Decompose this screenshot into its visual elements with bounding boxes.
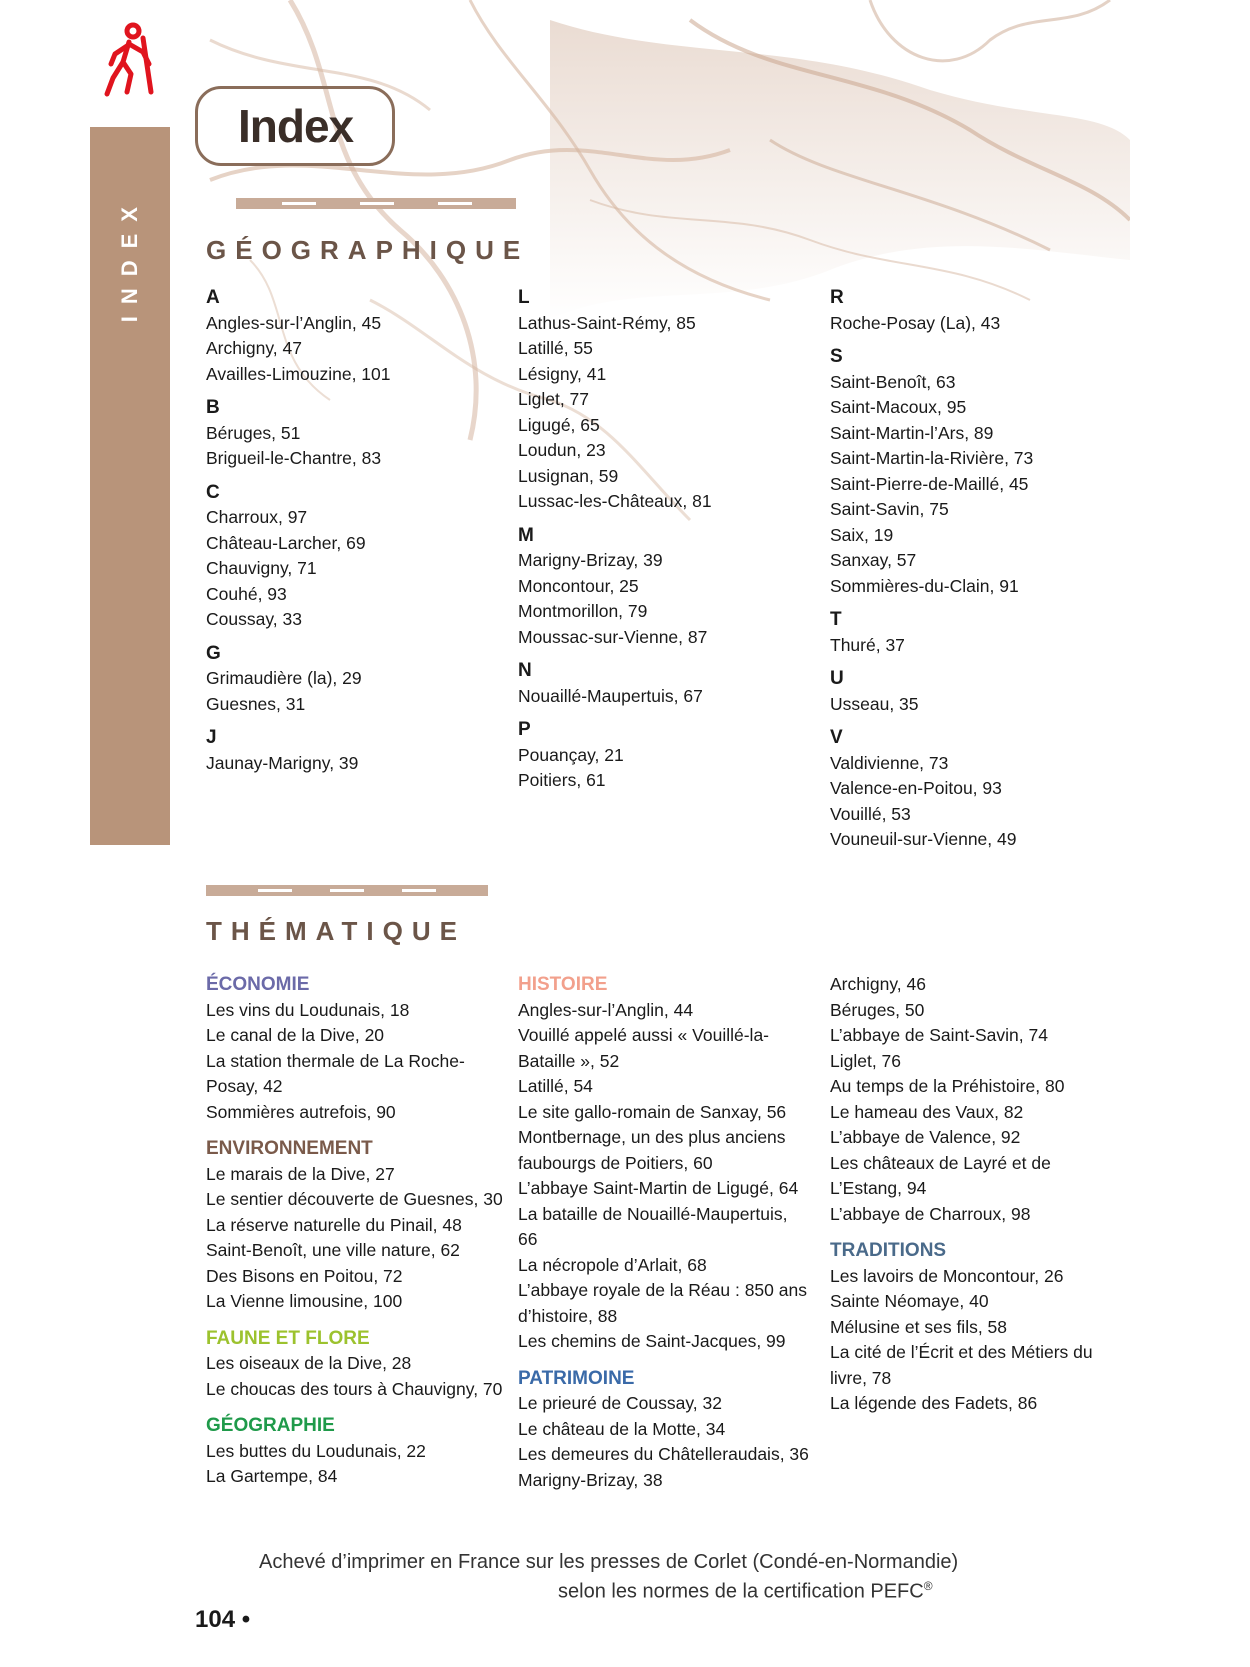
index-entry: Le site gallo-romain de Sanxay, 56	[518, 1101, 787, 1122]
index-entry: Montbernage, un des plus anciens	[518, 1127, 786, 1147]
index-letter: L	[518, 287, 530, 308]
geo-column-1	[206, 285, 506, 776]
index-entry: Guesnes, 31	[206, 693, 306, 714]
index-entry: Availles-Limouzine, 101	[206, 363, 391, 384]
registered-mark: ®	[923, 1579, 933, 1593]
index-entry: Chauvigny, 71	[206, 558, 317, 578]
index-entry: La Vienne limousine, 100	[206, 1291, 403, 1311]
index-entry: Moncontour, 25	[518, 575, 639, 596]
index-entry: Château-Larcher, 69	[206, 532, 366, 553]
geo-column-3	[830, 285, 1130, 853]
page-number: 104 •	[195, 1606, 251, 1633]
index-entry: Le château de la Motte, 34	[518, 1418, 726, 1439]
index-entry: Saix, 19	[830, 524, 894, 545]
index-entry: Saint-Benoît, 63	[830, 371, 956, 392]
index-entry: Latillé, 54	[518, 1076, 593, 1096]
index-entry: Les vins du Loudunais, 18	[206, 999, 410, 1020]
geo-column-2	[518, 285, 818, 794]
index-entry: Ligugé, 65	[518, 414, 600, 435]
index-entry: Archigny, 46	[830, 974, 926, 994]
index-entry: Sommières autrefois, 90	[206, 1101, 396, 1122]
index-entry: Lathus-Saint-Rémy, 85	[518, 312, 696, 333]
index-entry: Angles-sur-l’Anglin, 45	[206, 312, 382, 333]
index-entry: Marigny-Brizay, 39	[518, 550, 663, 570]
imprint-line-2	[558, 1579, 933, 1604]
imprint-line-1: Achevé d’imprimer en France sur les presses de Corlet (Condé-en-Normandie)	[259, 1551, 959, 1573]
index-entry: L’abbaye de Valence, 92	[830, 1127, 1021, 1147]
index-entry: Sanxay, 57	[830, 550, 917, 570]
index-entry: Lussac-les-Châteaux, 81	[518, 491, 712, 511]
index-letter: C	[206, 481, 220, 503]
index-letter: U	[830, 668, 844, 689]
index-entry: Saint-Macoux, 95	[830, 397, 967, 417]
index-letter: N	[518, 660, 532, 681]
index-entry: Montmorillon, 79	[518, 601, 648, 621]
theme-column-3	[830, 972, 1135, 1417]
index-entry: Moussac-sur-Vienne, 87	[518, 626, 708, 647]
index-letter: G	[206, 642, 221, 664]
theme-heading: THÉMATIQUE	[206, 916, 466, 946]
index-entry: Thuré, 37	[830, 634, 905, 655]
index-entry: Grimaudière (la), 29	[206, 668, 362, 688]
index-entry: Poitiers, 61	[518, 770, 606, 790]
index-entry: livre, 78	[830, 1367, 892, 1388]
index-entry: Pouançay, 21	[518, 744, 624, 765]
index-entry: Les châteaux de Layré et de	[830, 1152, 1051, 1173]
index-entry: Jaunay-Marigny, 39	[206, 752, 359, 773]
index-letter: R	[830, 287, 844, 308]
index-entry: Couhé, 93	[206, 583, 287, 604]
index-entry: L’abbaye Saint-Martin de Ligugé, 64	[518, 1178, 799, 1198]
theme-category: TRADITIONS	[830, 1240, 947, 1261]
section-divider	[206, 885, 488, 896]
index-entry: Béruges, 50	[830, 999, 925, 1020]
index-entry: Saint-Savin, 75	[830, 499, 949, 519]
index-entry: Des Bisons en Poitou, 72	[206, 1265, 403, 1286]
theme-column-2	[518, 972, 823, 1493]
index-entry: Loudun, 23	[518, 440, 606, 460]
page-title: Index	[195, 86, 395, 166]
index-entry: Les oiseaux de la Dive, 28	[206, 1353, 412, 1373]
index-entry: Coussay, 33	[206, 609, 302, 629]
index-entry: Liglet, 76	[830, 1050, 902, 1071]
index-entry: Marigny-Brizay, 38	[518, 1469, 663, 1490]
index-entry: Le sentier découverte de Guesnes, 30	[206, 1189, 503, 1209]
index-entry: Liglet, 77	[518, 389, 590, 409]
geo-heading: GÉOGRAPHIQUE	[206, 235, 530, 265]
index-letter: M	[518, 524, 534, 546]
index-entry: Mélusine et ses fils, 58	[830, 1316, 1008, 1337]
section-divider	[236, 198, 516, 209]
hiker-icon	[103, 22, 157, 98]
index-letter: V	[830, 727, 843, 748]
index-entry: La station thermale de La Roche-	[206, 1050, 465, 1071]
index-entry: La légende des Fadets, 86	[830, 1393, 1038, 1413]
index-entry: Le hameau des Vaux, 82	[830, 1101, 1024, 1122]
index-entry: Béruges, 51	[206, 422, 301, 443]
index-entry: Le choucas des tours à Chauvigny, 70	[206, 1378, 503, 1399]
index-entry: Posay, 42	[206, 1076, 283, 1096]
index-entry: d’histoire, 88	[518, 1305, 618, 1326]
index-sidebar	[90, 127, 170, 845]
theme-category: GÉOGRAPHIE	[206, 1415, 335, 1436]
index-entry: L’Estang, 94	[830, 1178, 927, 1198]
index-entry: Saint-Martin-l’Ars, 89	[830, 422, 994, 443]
index-entry: Saint-Pierre-de-Maillé, 45	[830, 473, 1029, 494]
index-entry: Vouneuil-sur-Vienne, 49	[830, 829, 1017, 849]
index-entry: Vouillé, 53	[830, 803, 911, 824]
index-entry: Charroux, 97	[206, 507, 308, 527]
index-entry: La Gartempe, 84	[206, 1466, 338, 1486]
index-entry: Bataille », 52	[518, 1050, 620, 1071]
index-entry: faubourgs de Poitiers, 60	[518, 1152, 713, 1173]
index-entry: Lusignan, 59	[518, 465, 619, 486]
index-entry: Nouaillé-Maupertuis, 67	[518, 685, 703, 706]
theme-column-1	[206, 972, 511, 1490]
index-entry: Archigny, 47	[206, 338, 302, 358]
index-entry: Les lavoirs de Moncontour, 26	[830, 1265, 1064, 1286]
index-entry: Sommières-du-Clain, 91	[830, 575, 1019, 596]
index-letter: J	[206, 727, 217, 748]
index-entry: Angles-sur-l’Anglin, 44	[518, 999, 694, 1020]
index-entry: La nécropole d’Arlait, 68	[518, 1254, 707, 1275]
index-letter: S	[830, 346, 843, 367]
index-entry: Lésigny, 41	[518, 363, 607, 384]
index-entry: Sainte Néomaye, 40	[830, 1291, 989, 1311]
index-letter: P	[518, 719, 531, 740]
index-letter: A	[206, 287, 220, 308]
index-entry: Valence-en-Poitou, 93	[830, 778, 1002, 798]
index-entry: Les chemins de Saint-Jacques, 99	[518, 1331, 786, 1351]
index-entry: Les buttes du Loudunais, 22	[206, 1440, 426, 1461]
index-entry: Les demeures du Châtelleraudais, 36	[518, 1444, 809, 1464]
index-entry: La cité de l’Écrit et des Métiers du	[830, 1342, 1093, 1362]
index-entry: Le canal de la Dive, 20	[206, 1025, 385, 1045]
index-entry: Le marais de la Dive, 27	[206, 1163, 395, 1184]
index-entry: Le prieuré de Coussay, 32	[518, 1393, 722, 1413]
index-entry: L’abbaye de Saint-Savin, 74	[830, 1025, 1048, 1045]
index-entry: Valdivienne, 73	[830, 752, 949, 773]
theme-category: ÉCONOMIE	[206, 974, 310, 995]
theme-category: PATRIMOINE	[518, 1367, 635, 1389]
index-entry: Saint-Martin-la-Rivière, 73	[830, 448, 1034, 468]
index-entry: L’abbaye royale de la Réau : 850 ans	[518, 1280, 807, 1300]
index-entry: Roche-Posay (La), 43	[830, 312, 1001, 333]
index-letter: B	[206, 397, 220, 418]
sidebar-label: INDEX	[117, 195, 142, 323]
index-entry: Latillé, 55	[518, 338, 593, 358]
index-entry: Saint-Benoît, une ville nature, 62	[206, 1240, 460, 1260]
index-letter: T	[830, 609, 842, 630]
index-entry: Usseau, 35	[830, 693, 919, 714]
index-entry: Au temps de la Préhistoire, 80	[830, 1076, 1065, 1096]
theme-category: HISTOIRE	[518, 974, 608, 995]
index-entry: La réserve naturelle du Pinail, 48	[206, 1214, 462, 1235]
index-entry: La bataille de Nouaillé-Maupertuis,	[518, 1203, 788, 1224]
index-entry: Brigueil-le-Chantre, 83	[206, 448, 382, 468]
index-entry: Vouillé appelé aussi « Vouillé-la-	[518, 1025, 769, 1045]
theme-category: ENVIRONNEMENT	[206, 1138, 373, 1159]
index-entry: 66	[518, 1229, 538, 1249]
theme-category: FAUNE ET FLORE	[206, 1327, 370, 1349]
imprint-line-2-text: selon les normes de la certification PEFC	[558, 1580, 924, 1603]
index-entry: L’abbaye de Charroux, 98	[830, 1203, 1031, 1224]
